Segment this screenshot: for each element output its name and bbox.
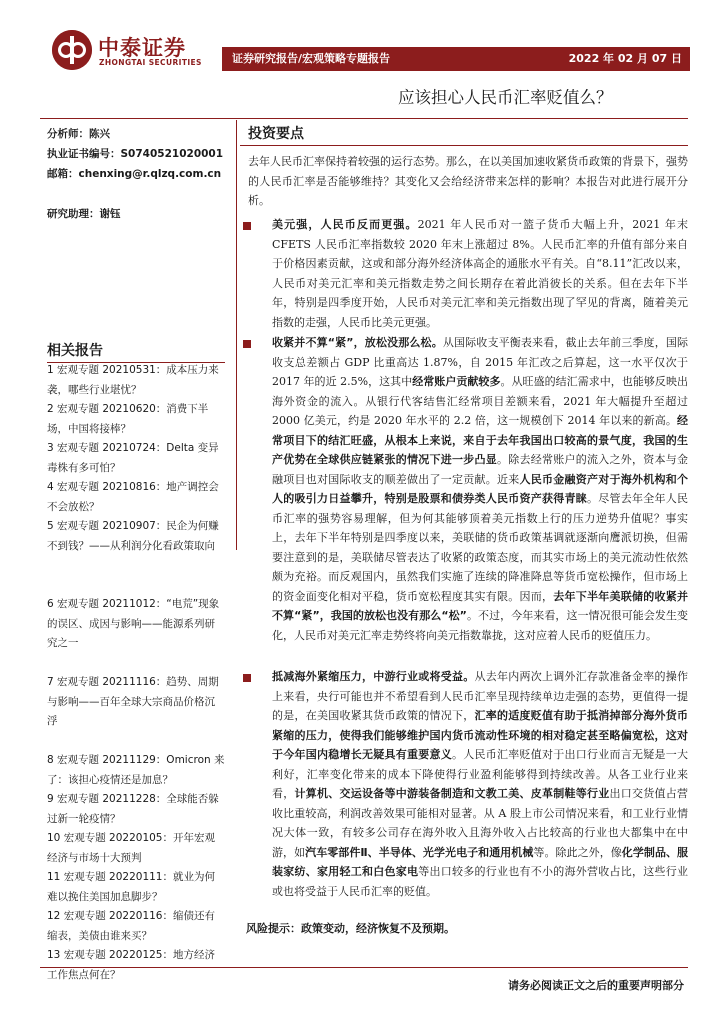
bottom-divider bbox=[40, 967, 688, 968]
risk-warning: 风险提示：政策变动，经济恢复不及预期。 bbox=[246, 922, 455, 935]
column-divider bbox=[236, 120, 237, 550]
logo-emblem-icon bbox=[52, 30, 92, 70]
summary-point-2: 收紧并不算“紧”，放松没那么松。从国际收支平衡表来看，截止去年前三季度，国际收支总差额占 GDP 比重高达 1.87%，自 2015 年汇改之后算起，这一水平仅次于 2017 年的近 2.5%，这其中经常账户贡献较多。从旺盛的结汇需求中，也能够反映出海外资金的流入。从银行代客结售汇经常项目差额来看，2021 年大幅提升至超过 2000 亿美元，约是 2020 年水平的 2.2 倍，这一规模创下 2014 年以来的新高。经常项目下的结汇旺盛，从根本上来说，来自于去年我国出口较高的景气度，我国的生产优势在全球供应链紧张的情况下进一步凸显。除去经常账户的流入之外，资本与金融项目也对国际收支的顺差做出了一定贡献。近来人民币金融资产对于海外机构和个人的吸引力日益攀升，特别是股票和债券类人民币资产获得青睐。尽管去年全年人民币汇率的强势容易理解，但为何其能够顶着美元指数上行的压力逆势升值呢？事实上，去年下半年特别是四季度以来，美联储的货币政策基调就逐渐向鹰派切换，但需要注意到的是，美联储尽管表达了收紧的政策态度，而其实市场上的美元流动性依然颇为充裕。而反观国内，虽然我们实施了连续的降准降息等货币宽松操作，但市场上的资金面变化相对平稳，货币宽松程度其实有限。因而，去年下半年美联储的收紧并不算“紧”，我国的放松也没有那么“松”。不过，今年来看，这一情况很可能会发生变化，人民币对美元汇率走势终将向美元指数靠拢，这对应着人民币的贬值压力。 bbox=[272, 336, 688, 642]
related-report-item[interactable]: 9 宏观专题 20211228：全球能否躲过新一轮疫情？ bbox=[47, 793, 219, 825]
related-reports-heading: 相关报告 bbox=[47, 340, 225, 363]
related-report-item[interactable]: 10 宏观专题 20220105：开年宏观经济与市场十大预判 bbox=[47, 832, 215, 864]
bullet-icon bbox=[243, 674, 251, 682]
company-logo bbox=[52, 30, 242, 74]
related-report-item[interactable]: 7 宏观专题 20211116：趋势、周期与影响——百年全球大宗商品价格沉浮 bbox=[47, 676, 219, 727]
logo-name-cn: 中泰证券 bbox=[98, 36, 186, 60]
analyst-cert: 执业证书编号：S0740521020001 bbox=[47, 148, 224, 160]
report-category: 证券研究报告/宏观策略专题报告 bbox=[232, 52, 391, 65]
research-assistant: 研究助理：谢钰 bbox=[47, 208, 121, 220]
summary-divider bbox=[240, 145, 688, 146]
page-title: 应该担心人民币汇率贬值么？ bbox=[398, 88, 613, 107]
footer-disclaimer: 请务必阅读正文之后的重要声明部分 bbox=[508, 979, 684, 992]
related-report-item[interactable]: 5 宏观专题 20210907：民企为何赚不到钱？——从利润分化看政策取向 bbox=[47, 520, 219, 552]
bullet-icon bbox=[243, 340, 251, 348]
related-report-item[interactable]: 2 宏观专题 20210620：消费下半场，中国将接棒？ bbox=[47, 403, 209, 435]
related-report-item[interactable]: 1 宏观专题 20210531：成本压力来袭，哪些行业堪忧？ bbox=[47, 364, 219, 396]
point-1-lead: 美元强，人民币反而更强。 bbox=[272, 218, 418, 231]
summary-intro: 去年人民币汇率保持着较强的运行态势。那么，在以美国加速收紧货币政策的背景下，强势的人民币汇率是否能够维持？其变化又会给经济带来怎样的影响？本报告对此进行展开分析。 bbox=[248, 155, 688, 207]
related-report-item[interactable]: 8 宏观专题 20211129：Omicron 来了：该担心疫情还是加息？ bbox=[47, 754, 225, 786]
summary-point-3: 抵减海外紧缩压力，中游行业或将受益。从去年内两次上调外汇存款准备金率的操作上来看，央行可能也并不希望看到人民币汇率呈现持续单边走强的态势，更值得一提的是，在美国收紧其货币政策的情况下，汇率的适度贬值有助于抵消掉部分海外货币紧缩的压力，使得我们能够维护国内货币流动性环境的相对稳定甚至略偏宽松，这对于今年国内稳增长无疑具有重要意义。人民币汇率贬值对于出口行业而言无疑是一大利好，汇率变化带来的成本下降使得行业盈利能够得到持续改善。从各工业行业来看，计算机、交运设备等中游装备制造和文教工美、皮革制鞋等行业出口交货值占营收比重较高，利润改善效果可能相对显著。从 A 股上市公司情况来看，和工业行业情况大体一致，有较多公司存在海外收入且海外收入占比较高的行业也大都集中在中游，如汽车零部件Ⅱ、半导体、光学光电子和通用机械等。除此之外，像化学制品、服装家纺、家用轻工和白色家电等出口较多的行业也有不小的海外营收占比，这些行业或也将受益于人民币汇率的贬值。 bbox=[272, 670, 689, 898]
related-report-item[interactable]: 13 宏观专题 20220125：地方经济工作焦点何在？ bbox=[47, 949, 215, 981]
investment-summary-heading: 投资要点 bbox=[248, 126, 304, 142]
top-divider bbox=[40, 118, 688, 119]
logo-name-en: ZHONGTAI SECURITIES bbox=[99, 58, 202, 67]
summary-point-1 bbox=[272, 215, 688, 332]
point-2-lead: 收紧并不算“紧”，放松没那么松。 bbox=[272, 336, 443, 349]
analyst-email[interactable]: 邮箱：chenxing@r.qlzq.com.cn bbox=[47, 168, 222, 180]
related-report-item[interactable]: 6 宏观专题 20211012：“电荒”现象的误区、成因与影响——能源系列研究之一 bbox=[47, 598, 220, 649]
bullet-icon bbox=[243, 222, 251, 230]
related-report-item[interactable]: 3 宏观专题 20210724：Delta 变异毒株有多可怕？ bbox=[47, 442, 219, 474]
report-category-banner bbox=[222, 47, 690, 71]
point-3-lead: 抵减海外紧缩压力，中游行业或将受益。 bbox=[272, 670, 475, 683]
related-report-item[interactable]: 12 宏观专题 20220116：缩债还有缩表，美债由谁来买？ bbox=[47, 910, 215, 942]
analyst-name: 分析师：陈兴 bbox=[47, 128, 110, 140]
report-date: 2022 年 02 月 07 日 bbox=[568, 52, 682, 65]
point-1-text: 2021 年人民币对一篮子货币大幅上升，2021 年末 CFETS 人民币汇率指数较 2020 年末上涨超过 8%。人民币汇率的升值有部分来自于价格因素贡献，这或和部分海外经济体高企的通胀水平有关。自“8.11”汇改以来，人民币对美元汇率和美元指数走势之间长期存在着此消彼长的关系。但在去年下半年，特别是四季度开始，人民币对美元汇率和美元指数出现了罕见的背离，随着美元指数的走强，人民币比美元更强。 bbox=[272, 218, 688, 329]
related-report-item[interactable]: 4 宏观专题 20210816：地产调控会不会放松？ bbox=[47, 481, 219, 513]
related-report-item[interactable]: 11 宏观专题 20220111：就业为何难以挽住美国加息脚步？ bbox=[47, 871, 215, 903]
